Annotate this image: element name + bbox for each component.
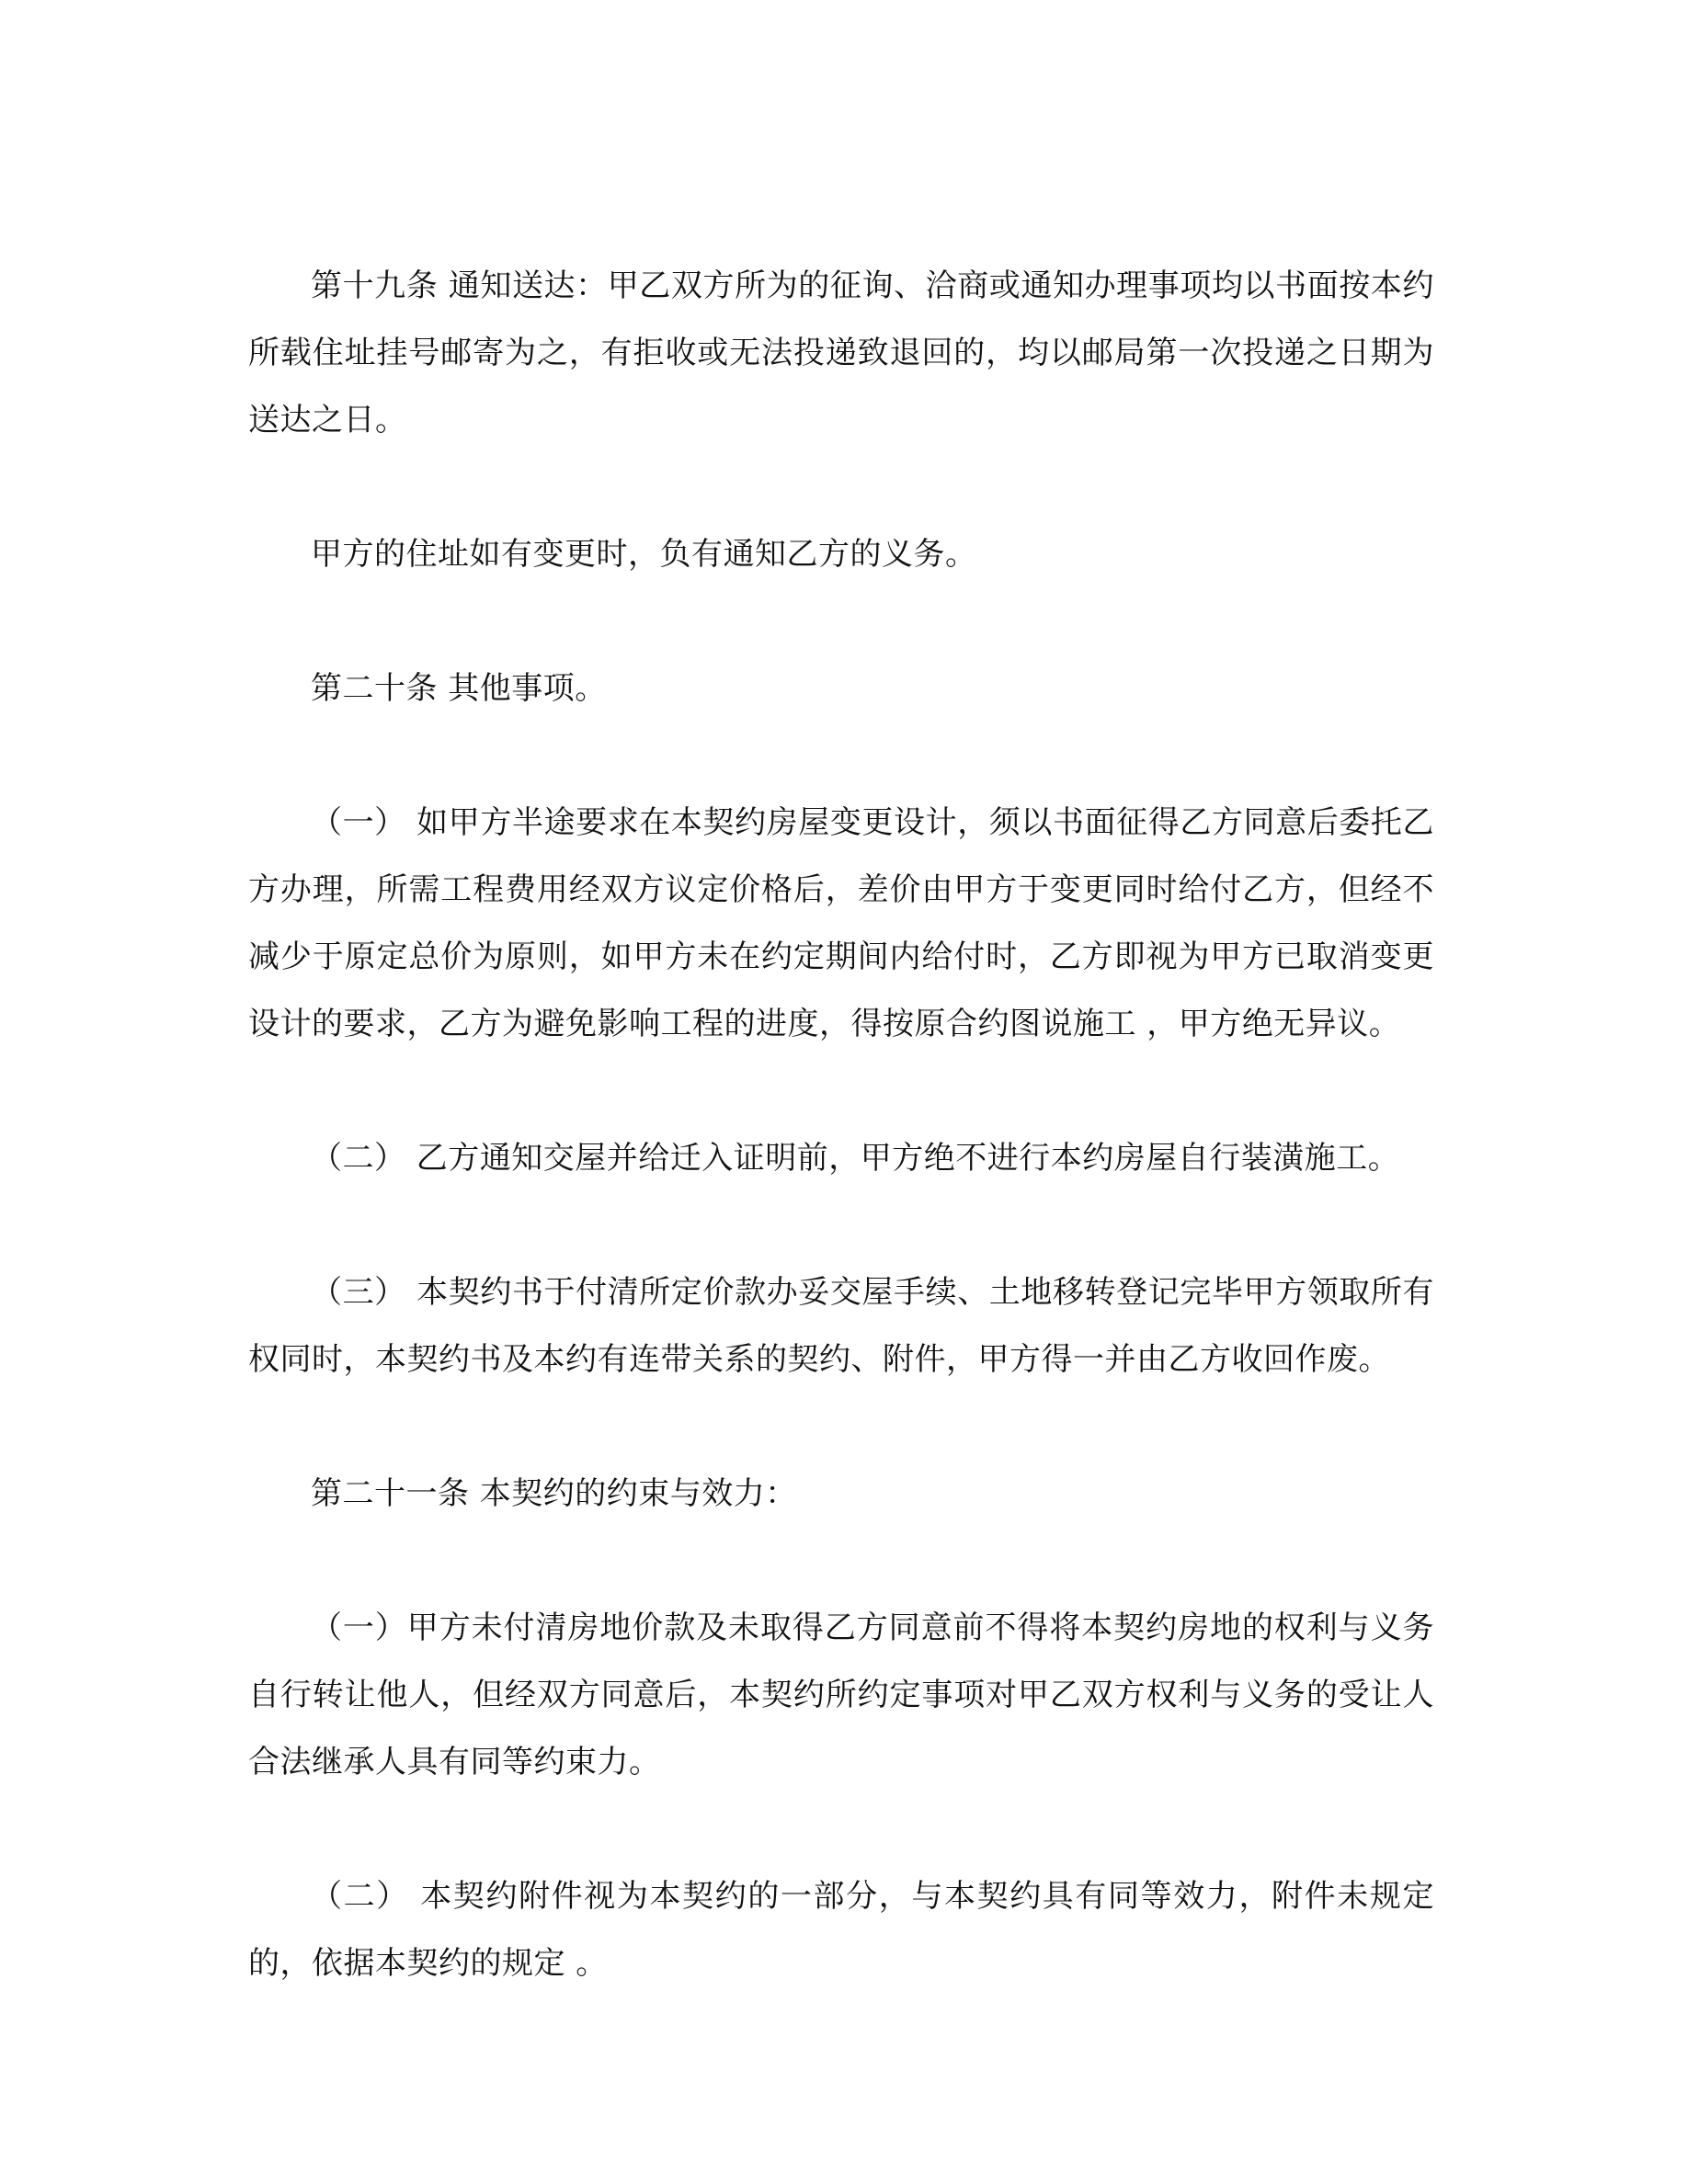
article-20-item-2: （二） 乙方通知交屋并给迁入证明前，甲方绝不进行本约房屋自行装潢施工。 <box>311 1140 1400 1177</box>
article-20-item-3: （三） 本契约书于付清所定价款办妥交屋手续、土地移转登记完毕甲方领取所有权同时，本契约书及本约有连带关系的契约、附件，甲方得一并由乙方收回作废。 <box>248 1274 1434 1378</box>
paragraph-spacer <box>248 1192 1434 1259</box>
article-21-item-1: （一）甲方未付清房地价款及未取得乙方同意前不得将本契约房地的权利与义务自行转让他人，但经双方同意后，本契约所约定事项对甲乙双方权利与义务的受让人合法继承人具有同等约束力。 <box>248 1610 1434 1780</box>
paragraph-spacer <box>248 454 1434 521</box>
paragraph-spacer <box>248 1393 1434 1461</box>
paragraph-spacer <box>248 1058 1434 1125</box>
paragraph-spacer <box>248 722 1434 790</box>
document-page <box>248 253 1434 1997</box>
paragraph-spacer <box>248 1796 1434 1863</box>
article-20-heading: 第二十条 其他事项。 <box>311 670 607 707</box>
paragraph-spacer <box>248 588 1434 655</box>
article-21-item-2: （二） 本契约附件视为本契约的一部分，与本契约具有同等效力，附件未规定的，依据本契约的规定 。 <box>248 1878 1434 1982</box>
address-change-paragraph: 甲方的住址如有变更时，负有通知乙方的义务。 <box>311 536 977 573</box>
article-19-paragraph: 第十九条 通知送达：甲乙双方所为的征询、洽商或通知办理事项均以书面按本约所载住址挂号邮寄为之，有拒收或无法投递致退回的，均以邮局第一次投递之日期为送达之日。 <box>248 267 1434 438</box>
paragraph-spacer <box>248 1528 1434 1595</box>
article-21-heading: 第二十一条 本契约的约束与效力： <box>311 1475 797 1512</box>
article-20-item-1: （一） 如甲方半途要求在本契约房屋变更设计，须以书面征得乙方同意后委托乙方办理，所需工程费用经双方议定价格后，差价由甲方于变更同时给付乙方，但经不减少于原定总价为原则，如甲方未在约定期间内给付时，乙方即视为甲方已取消变更设计的要求，乙方为避免影响工程的进度，得按原合约图说施工 ，甲方绝无异议。 <box>248 804 1434 1042</box>
